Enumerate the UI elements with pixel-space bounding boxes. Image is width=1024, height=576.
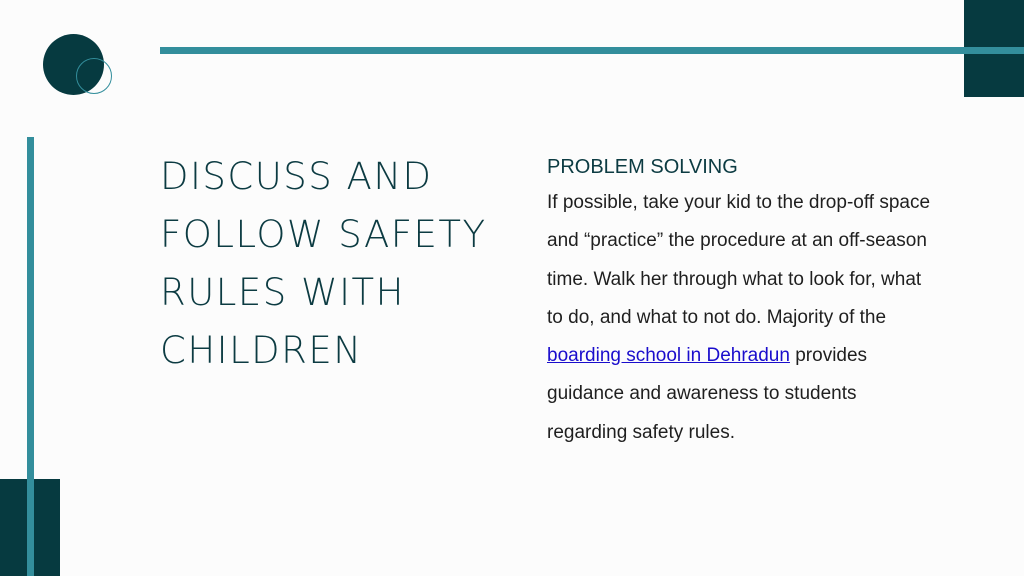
body-line: time. Walk her through what to look for, what [547, 268, 922, 290]
boarding-school-link[interactable]: boarding school in Dehradun [547, 345, 790, 367]
title-line: FOLLOW SAFETY [160, 213, 487, 256]
body-line-with-link [547, 337, 987, 375]
title-line: DISCUSS AND [160, 155, 433, 198]
slide-title [160, 148, 520, 380]
body-line: to do, and what to not do. Majority of the [547, 306, 887, 328]
body-line-rest: provides [789, 345, 868, 367]
content-block [547, 150, 987, 452]
decorative-ring-circle [76, 58, 112, 94]
bottom-left-corner-stripe [27, 479, 34, 576]
top-right-corner-stripe [964, 47, 1024, 54]
body-line: regarding safety rules. [547, 421, 735, 443]
title-line: CHILDREN [160, 329, 363, 372]
top-accent-line [160, 47, 1024, 54]
section-heading: PROBLEM SOLVING [547, 156, 738, 178]
body-line: If possible, take your kid to the drop-off space [547, 192, 931, 213]
body-line: and “practice” the procedure at an off-season [547, 230, 927, 252]
body-paragraph [547, 184, 987, 452]
body-line: guidance and awareness to students [547, 383, 857, 405]
title-line: RULES WITH [160, 271, 405, 314]
